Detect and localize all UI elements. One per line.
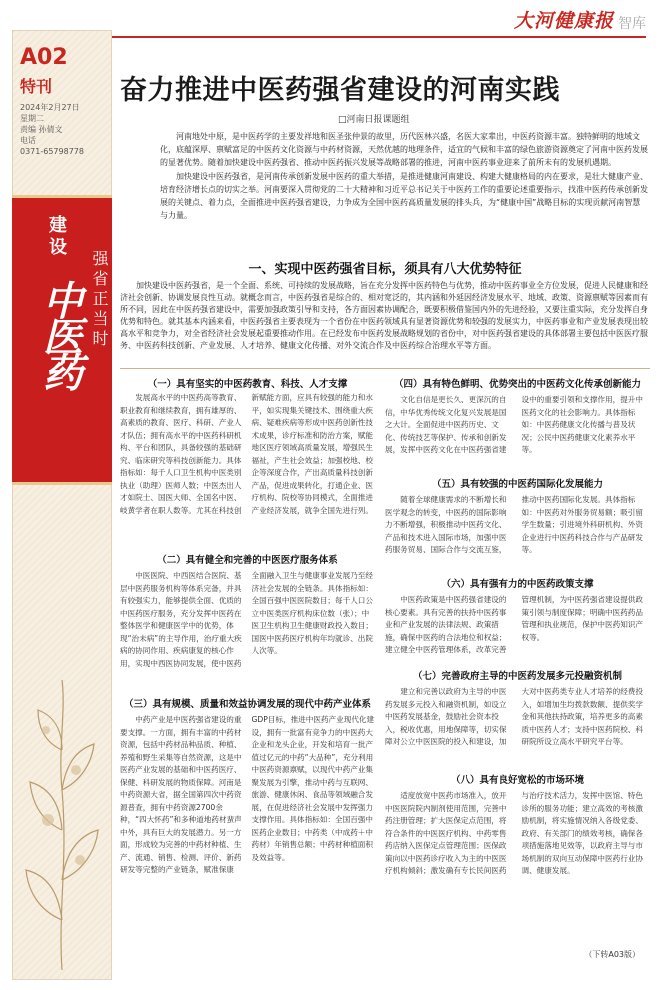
masthead-sub: 智库 — [618, 16, 646, 32]
edition-date: 2024年2月27日 — [20, 103, 80, 112]
body-text-6: 中医药政策是中医药强省建设的核心要素。具有完善的扶持中医药事业和产业发展的法律法规、政策措施，确保中医药的合法地位和权益；建立健全中医药管理体系，改革完善管理机制，为中医药强省建设提供政策引领与制度保障；明确中医药药品管理和执业规范，保护中医药知识产权等。 — [385, 595, 643, 654]
subheading-6: （六）具有强有力的中医药政策支撑 — [441, 579, 594, 590]
subheading-7: （七）完善政府主导的中医药发展多元投融资机制 — [412, 671, 622, 682]
page-title: 奋力推进中医药强省建设的河南实践 — [120, 75, 560, 106]
masthead-rule — [110, 36, 646, 38]
body-text-1: 发展高水平的中医药高等教育、职业教育和继续教育，拥有雄厚的、高素质的教育、医疗、科研、产业人才队伍；拥有高水平的中医药科研机构、平台和团队，具备较强的基础研究、临床研究等科技创新能力。具体指标如：每千人口卫生机构中医类别执业（助理）医师人数；中医杰出人才如院士、国医大师、全国名中医、岐黄学者在职人数等。尤其在科技创新赋能方面，应具有较强的能力和水平，如实现集关键技术、围绕重大疾病、疑难疾病等形成中医药创新性技术成果，诊疗标准和防治方案，赋能地区医疗领域高质量发展，增强民生福祉，产生社会效益；加强校地、校企等深度合作，产出高质量科技创新产品，促进成果转化，打通企业、医疗机构、院校等协同模式，全面推进产业经济发展，就争全国先进行列。 — [120, 393, 373, 515]
body-text-2: 中医医院、中西医结合医院、基层中医药服务机构等体系完备，并具有较强实力，能够提供全面、优质的中医药医疗服务，充分发挥中医药在整体医学和健康医学中的优势，体现“治未病”的主导作用，治疗重大疾病的协同作用、疾病康复的核心作用，实现中西医协同发展，使中医药全面融入卫生与健康事业发展乃至经济社会发展的全链条。具体指标如：全国百强中医医院数目；每千人口公立中医类医疗机构床位数（张）；中医卫生机构卫生健康财政投入数目；国医中医药医疗机构年均就诊、出院人次等。 — [120, 571, 373, 668]
subheading-2: （二）具有健全和完善的中医医疗服务体系 — [157, 555, 338, 566]
banner-text-main: 中医药 — [36, 280, 84, 388]
banner-text-side: 强省正当时 — [90, 250, 109, 350]
section-heading: 一、实现中医药强省目标，须具有八大优势特征 — [248, 262, 522, 277]
continued-note: （下转A03版） — [584, 950, 640, 959]
edition-weekday: 星期二 — [20, 114, 44, 123]
subheading-4: （四）具有特色鲜明、优势突出的中医药文化传承创新能力 — [393, 379, 641, 390]
herb-illustration-icon — [18, 670, 106, 970]
intro-paragraph: 加快建设中医药强省，是河南传承创新发展中医药的重大举措，是推进健康河南建设、构建大健康格局的内在要求，是壮大健康产业、培育经济增长点的切实之举。河南要深入贯彻党的二十大精神和习近平总书记关于中医药工作的重要论述重要指示，找准中医药传承创新发展的关键点、着力点，全面推进中医药强省建设，力争成为全国中医药高质量发展的排头兵，为“健康中国”战略目标的实现贡献河南智慧与力量。 — [160, 172, 648, 220]
overview-paragraph: 加快建设中医药强省，是一个全面、系统、可持续的发展战略，旨在充分发挥中医药特色与优势，推动中医药事业全方位发展，促进人民健康和经济社会创新、协调发展良性互动。就概念而言，中医药强省是综合的、相对宽泛的，其内涵和外延因经济发展水平、地域、政策、资源禀赋等因素而有所不同，因此在中医药强省建设中，需要加强政策引导和支持，各方面因素协调配合，既要积极借鉴国内外的先进经验，又要注重实际，充分发挥自身优势和特色。就其基本内涵来看，中医药强省主要表现为一个省份在中医药领域具有显著资源优势和较强的发展实力，中医药事业和产业发展表现出较高水平和竞争力，对全省经济社会发展起重要推动作用。在已经发布中医药发展战略规划的省份中，对中医药强省建设的具体部署主要包括中医医疗服务、中医药科技创新、产业发展、人才培养、健康文化传播、对外交流合作及中医药综合治理水平等方面。 — [120, 281, 648, 350]
subheading-1: （一）具有坚实的中医药教育、科技、人才支撑 — [147, 379, 348, 390]
body-text-8: 适度放宽中医药市场准入，放开中医医院院内制剂使用范围，完善中药注册管理；扩大医保定点范围，将符合条件的中医医疗机构、中药零售药店纳入医保定点管理范围；医保政策向以中医药诊疗收入为主的中医医疗机构倾斜；激发确有专长民间医药与治疗技术活力，发挥中医馆、特色诊所的服务功能；建立高效的考核激励机制，将实施情况纳入各级党委、政府、有关部门的绩效考核，确保各项措施落地见效等，以政府主导与市场机制的双向互动保障中医药行业协调、健康发展。 — [385, 791, 643, 875]
subheading-5: （五）具有较强的中医药国际化发展能力 — [431, 479, 603, 490]
intro-paragraph: 河南地处中原，是中医药学的主要发祥地和医圣张仲景的故里，历代医林兴盛，名医大家辈出，中医药资源丰富。独特鲜明的地域文化，底蕴深厚、禀赋富足的中医药文化资源与中药材资源，天然优越的地理条件，适宜的气候和丰富的绿色旅游资源奠定了河南中医药发展的显著优势。随着加快建设中医药强省、推动中医药振兴发展等战略部署的推进，河南中医药事业迎来了前所未有的发展机遇期。 — [160, 132, 648, 167]
edition-phone-label: 电话 — [20, 136, 36, 145]
banner-text-top: 建设 — [46, 215, 67, 259]
newspaper-logo: 大河健康报 — [513, 10, 614, 32]
body-text-5: 随着全球健康需求的不断增长和医学观念的转变，中医药的国际影响力不断增强，积极推动中医药文化、产品和技术进入国际市场，加强中医药服务贸易、国际合作与交流互鉴，推动中医药国际化发展。具体指标如：中医药对外服务贸易额；吸引留学生数量；引进境外科研机构、外资企业进行中医药科技合作与产品研发等。 — [385, 495, 643, 554]
intro — [160, 130, 648, 223]
subheading-8: （八）具有良好宽松的市场环境 — [450, 775, 584, 786]
body-text-4: 文化自信是更长久、更深沉的自信，中华优秀传统文化复兴发展是国之大计。全面促进中医药历史、文化、传统技艺等保护、传承和创新发展，发挥中医药文化在中医药强省建设中的重要引领和支撑作用，提升中医药文化的社会影响力。具体指标如：中医药健康文化传播与普及状况；公民中医药健康文化素养水平等。 — [385, 395, 643, 454]
masthead — [514, 6, 646, 33]
edition-phone: 0371-65798778 — [20, 147, 84, 156]
edition-editor: 责编 孙倩文 — [20, 125, 63, 134]
subheading-3: （三）具有规模、质量和效益协调发展的现代中药产业体系 — [123, 699, 371, 710]
body-text-3: 中药产业是中医药强省建设的重要支撑。一方面，拥有丰富的中药材资源，包括中药材品种品质、种植、养殖和野生采集等自然资源，这是中医药产业发展的基础和中医药医疗、保健、科研发展的物质保障。河南是中药资源大省，据全国第四次中药资源普查，拥有中药资源2700余种，“四大怀药”和多种道地药材蜚声中外，具有巨大的发展潜力。另一方面，形成较为完善的中药材种植、生产、流通、销售、检测、评价、新药研发等完整的产业链条，赋准保康GDP目标，推进中医药产业现代化建设，拥有一批富有竞争力的中医药大企业和龙头企业，开发和培育一批产值过亿元的中药“大品种”，充分利用中医药资源禀赋，以现代中药产业集聚发展为引擎，推动中药与互联网、旅游、健康休闲、食品等领域融合发展，在促进经济社会发展中发挥强力支撑作用。具体指标如：全国百强中医药企业数目；中药类（中成药＋中药材）年销售总额；中药材种植面积及效益等。 — [120, 715, 375, 874]
edition-number: A02 — [20, 45, 68, 70]
divider — [120, 368, 650, 369]
edition-meta — [20, 102, 84, 157]
byline: □河南日报课题组 — [338, 115, 410, 125]
body-text-7: 建立和完善以政府为主导的中医药发展多元投入和融资机制，如设立中医药发展基金，鼓励社会资本投入，税收优惠，用地保障等，切实保障对公立中医医院的投入和建设，加大对中医药类专业人才培养的经费投入，如增加生均拨款数额、提供奖学金和其他扶持政策，培养更多的高素质中医药人才；支持中医药院校、科研院所设立高水平研究平台等。 — [385, 687, 643, 746]
edition-type: 特刊 — [20, 77, 53, 96]
